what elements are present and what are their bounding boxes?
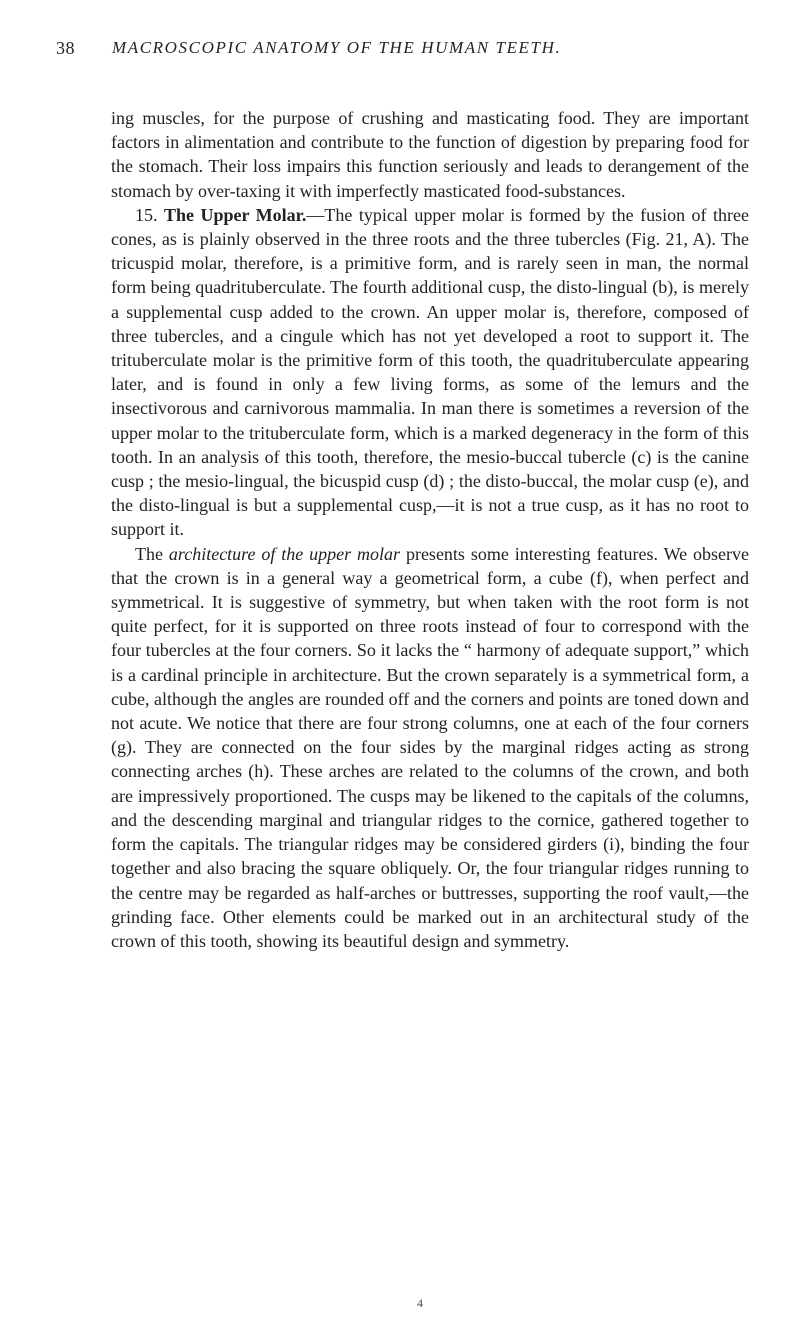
body-text <box>111 106 749 953</box>
page-header <box>56 38 746 68</box>
section-number: 15. <box>135 204 158 225</box>
paragraph-upper-molar <box>111 203 749 542</box>
signature-mark: 4 <box>417 1296 423 1310</box>
paragraph-continued: ing muscles, for the purpose of crushing and masticating food. They are important factors in alimentation and contribute to the function of digestion by preparing food for the stomach. Their loss impairs this function seriously and leads to derangement of the stomach by over-taxing it with imperfectly masticated food-substances. <box>111 108 749 201</box>
paragraph-architecture <box>111 542 749 953</box>
paragraph-text: presents some interesting features. We observe that the crown is in a general way a geometrical form, a cube (f), when perfect and symmetrical. It is suggestive of symmetry, but when taken with the root form is not quite perfect, for it is supported on three roots instead of four to correspond with the four tubercles at the four corners. So it lacks the “ harmony of adequate support,” which is a cardinal principle in architecture. But the crown separately is a symmetrical form, a cube, although the angles are rounded off and the corners and points are toned down and not acute. We notice that there are four strong columns, one at each of the four corners (g). They are connected on the four sides by the marginal ridges acting as strong connecting arches (h). These arches are related to the columns of the crown, and both are impressively proportioned. The cusps may be likened to the capitals of the columns, and the descending marginal and triangular ridges to the cornice, gathered together to form the capitals. The triangular ridges may be considered girders (i), binding the four together and also bracing the square obliquely. Or, the four triangular ridges running to the centre may be regarded as half-arches or buttresses, supporting the roof vault,—the grinding face. Other elements could be marked out in an architectural study of the crown of this tooth, showing its beautiful design and symmetry. <box>111 543 750 951</box>
section-title: The Upper Molar. <box>163 204 307 225</box>
section-text: —The typical upper molar is formed by the fusion of three cones, as is plainly observed in the three roots and the three tubercles (Fig. 21, A). The tricuspid molar, therefore, is a primitive form, and is rarely seen in man, the normal form being quadrituberculate. The fourth additional cusp, the disto-lingual (b), is merely a supplemental cusp added to the crown. An upper molar is, therefore, composed of three tubercles, and a cingule which has not yet developed a root to support it. The trituberculate molar is the primitive form of this tooth, the quadrituberculate appearing later, and is found in only a few living forms, as some of the lemurs and the insectivorous and carnivorous mammalia. In man there is sometimes a reversion of the upper molar to the trituberculate form, which is a marked degeneracy in the form of this tooth. In an analysis of this tooth, therefore, the mesio-buccal tubercle (c) is the canine cusp ; the mesio-lingual, the bicuspid cusp (d) ; the disto-buccal, the molar cusp (e), and the disto-lingual is but a supplemental cusp,—it is not a true cusp, as it has no root to support it. <box>111 204 749 540</box>
paragraph-lead: The <box>135 543 169 564</box>
page-number: 38 <box>56 38 75 58</box>
running-head: MACROSCOPIC ANATOMY OF THE HUMAN TEETH. <box>112 38 562 57</box>
italic-phrase: architecture of the upper molar <box>168 543 401 564</box>
